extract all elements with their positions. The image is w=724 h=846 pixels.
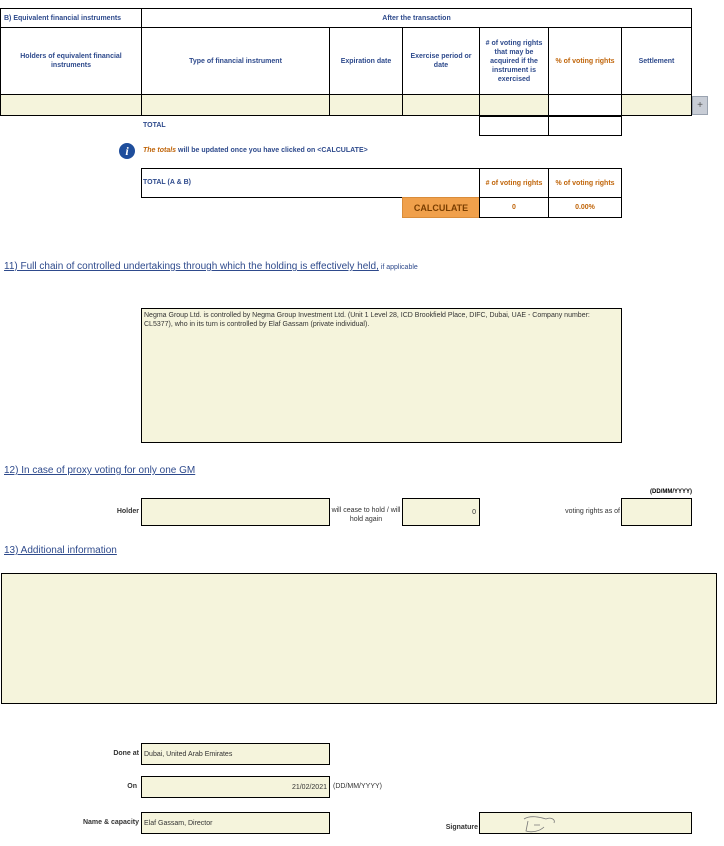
on-label: On xyxy=(127,783,137,790)
type-header: Type of financial instrument xyxy=(141,27,330,95)
info-message: will be updated once you have clicked on <CALCULATE> xyxy=(178,147,368,154)
info-text xyxy=(143,147,368,154)
exercise-header: Exercise period or date xyxy=(402,27,480,95)
total-pct-cell xyxy=(548,116,622,136)
proxy-holder-input[interactable] xyxy=(141,498,330,526)
signature-scribble xyxy=(516,813,576,835)
expiration-header: Expiration date xyxy=(329,27,403,95)
voting-count-header: # of voting rights that may be acquired if the instrument is exercised xyxy=(479,27,549,95)
signature-field[interactable] xyxy=(479,812,692,834)
after-transaction-header: After the transaction xyxy=(141,8,692,28)
exercise-cell[interactable] xyxy=(402,94,480,116)
additional-info-textarea[interactable] xyxy=(1,573,717,704)
holder-label: Holder xyxy=(116,508,139,515)
on-date-format: (DD/MM/YYYY) xyxy=(333,783,382,790)
settlement-cell[interactable] xyxy=(621,94,692,116)
section-11-heading[interactable]: 11) Full chain of controlled undertakings through which the holding is effectively held, xyxy=(4,261,379,272)
section-b-title: B) Equivalent financial instruments xyxy=(0,8,142,28)
name-capacity-label: Name & capacity xyxy=(82,819,139,826)
date-format-hint: (DD/MM/YYYY) xyxy=(650,489,692,495)
total-ab-label: TOTAL (A & B) xyxy=(143,179,191,186)
total-ab-pct: 0.00% xyxy=(548,197,622,218)
signature-label: Signature xyxy=(445,824,478,831)
section-11-heading-row xyxy=(4,261,418,272)
done-at-input[interactable]: Dubai, United Arab Emirates xyxy=(141,743,330,765)
expiration-cell[interactable] xyxy=(329,94,403,116)
total-ab-row xyxy=(141,168,480,198)
calculate-button[interactable]: CALCULATE xyxy=(402,197,480,218)
type-cell[interactable] xyxy=(141,94,330,116)
voting-count-cell[interactable] xyxy=(479,94,549,116)
voting-pct-cell xyxy=(548,94,622,116)
section-11-suffix: if applicable xyxy=(380,264,418,271)
cease-label: will cease to hold / will hold again xyxy=(331,507,401,523)
info-icon: i xyxy=(119,143,135,159)
controlled-chain-textarea[interactable]: Negma Group Ltd. is controlled by Negma Group Investment Ltd. (Unit 1 Level 28, ICD Brookfield Place, DIFC, Dubai, UAE - Company number: CL5377), who in its turn is controlled by Elaf Gassam (private individual). xyxy=(141,308,622,443)
name-capacity-input[interactable]: Elaf Gassam, Director xyxy=(141,812,330,834)
voting-pct-header: % of voting rights xyxy=(548,27,622,95)
total-ab-count-header: # of voting rights xyxy=(479,168,549,198)
add-row-button[interactable]: + xyxy=(692,96,708,115)
info-emphasis: The totals xyxy=(143,147,177,154)
holder-cell[interactable] xyxy=(0,94,142,116)
section-13-heading[interactable]: 13) Additional information xyxy=(4,545,117,556)
total-label: TOTAL xyxy=(143,122,166,129)
on-date-input[interactable]: 21/02/2021 xyxy=(141,776,330,798)
total-count-cell xyxy=(479,116,549,136)
holders-header: Holders of equivalent financial instruments xyxy=(0,27,142,95)
settlement-header: Settlement xyxy=(621,27,692,95)
proxy-date-input[interactable] xyxy=(621,498,692,526)
section-12-heading[interactable]: 12) In case of proxy voting for only one GM xyxy=(4,465,196,476)
done-at-label: Done at xyxy=(113,750,139,757)
total-ab-count: 0 xyxy=(479,197,549,218)
asof-label: voting rights as of xyxy=(565,508,620,515)
cease-value-input[interactable]: 0 xyxy=(402,498,480,526)
total-ab-pct-header: % of voting rights xyxy=(548,168,622,198)
